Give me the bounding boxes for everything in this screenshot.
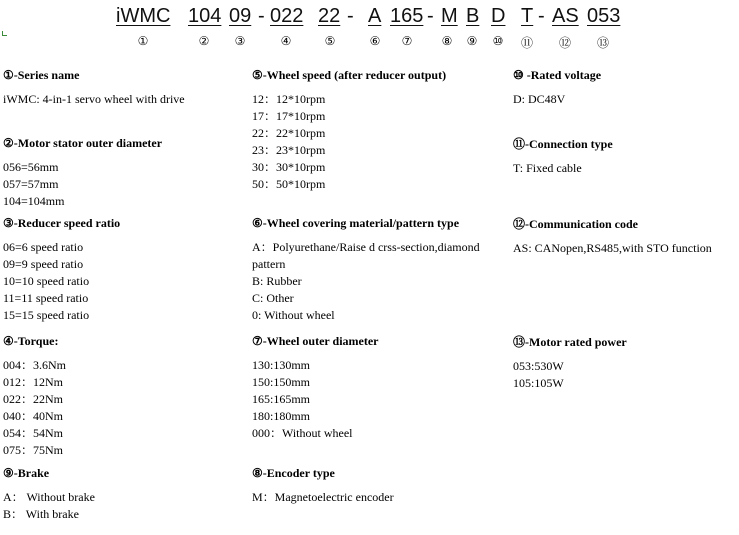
option-line: 0: Without wheel [252,308,335,322]
option-line: 09=9 speed ratio [3,257,84,271]
code-dash: - [538,5,545,27]
code-dash: - [258,5,265,27]
option-line: T: Fixed cable [513,161,582,175]
marker: ⑪ [520,36,534,50]
marker: ⑫ [558,36,572,50]
option-line: AS: CANopen,RS485,with STO function [513,241,712,255]
section-title: ②-Motor stator outer diameter [3,136,163,150]
marker: ⑩ [492,34,504,48]
section-communication-code [513,216,712,257]
option-line: M：Magnetoelectric encoder [252,490,394,504]
option-line: 50：50*10rpm [252,177,326,191]
marker: ⑧ [441,34,453,48]
code-communication: AS [552,5,579,27]
marker: ③ [234,34,246,48]
code-ratio: 09 [229,5,252,27]
marker: ⑤ [324,34,336,48]
code-voltage: D [491,5,506,27]
marker: ④ [280,34,292,48]
option-line: 23：23*10rpm [252,143,326,157]
option-line: iWMC: 4-in-1 servo wheel with drive [3,92,185,106]
option-line: 15=15 speed ratio [3,308,90,322]
option-line: 165:165mm [252,392,311,406]
section-wheel-speed [252,67,446,193]
option-line: 180:180mm [252,409,311,423]
section-title: ⑥-Wheel covering material/pattern type [252,216,460,230]
section-brake [3,465,95,523]
option-line: 11=11 speed ratio [3,291,89,305]
section-torque [3,333,66,459]
marker: ② [198,34,210,48]
marker: ① [137,34,149,48]
section-series-name [3,67,185,108]
option-line: B: Rubber [252,274,302,288]
section-wheel-material [252,215,480,324]
section-title: ⑤-Wheel speed (after reducer output) [252,68,447,82]
option-line: A：Polyurethane/Raise d crss-section,diamond [252,240,480,254]
section-title: ④-Torque: [3,334,59,348]
code-stator: 104 [188,5,222,27]
code-material: A [368,5,382,27]
code-dash: - [427,5,434,27]
section-title: ①-Series name [3,68,80,82]
option-line: 150:150mm [252,375,311,389]
section-title: ⑦-Wheel outer diameter [252,334,379,348]
marker: ⑨ [466,34,478,48]
option-line: 075：75Nm [3,443,64,457]
option-line: 022：22Nm [3,392,64,406]
corner-mark [2,31,7,36]
option-line: 012：12Nm [3,375,64,389]
option-line: 06=6 speed ratio [3,240,84,254]
code-connection: T [521,5,534,27]
code-speed: 22 [318,5,341,27]
marker: ⑥ [369,34,381,48]
option-line: 30：30*10rpm [252,160,326,174]
section-connection-type [513,136,613,177]
section-encoder [252,465,394,506]
option-line: 105:105W [513,376,564,390]
option-line: A： Without brake [3,490,95,504]
section-title: ⑪-Connection type [513,137,613,151]
code-power: 053 [587,5,621,27]
option-line: B： With brake [3,507,79,521]
option-line: 054：54Nm [3,426,64,440]
option-line: C: Other [252,291,294,305]
code-torque: 022 [270,5,304,27]
code-diameter: 165 [390,5,424,27]
option-line: pattern [252,257,286,271]
option-line: 104=104mm [3,194,65,208]
code-encoder: M [441,5,458,27]
code-brake: B [466,5,480,27]
section-stator-diameter [3,135,162,210]
option-line: 130:130mm [252,358,311,372]
section-title: ⑧-Encoder type [252,466,335,480]
option-line: 057=57mm [3,177,59,191]
option-line: 000：Without wheel [252,426,353,440]
code-series: iWMC [116,5,171,27]
section-title: ③-Reducer speed ratio [3,216,121,230]
section-reducer-ratio [3,215,120,324]
section-title: ⑫-Communication code [513,217,638,231]
section-wheel-diameter [252,333,379,442]
section-motor-power [513,334,627,392]
option-line: 12：12*10rpm [252,92,326,106]
option-line: 040：40Nm [3,409,64,423]
section-title: ⑬-Motor rated power [513,335,627,349]
section-title: ⑨-Brake [3,466,50,480]
marker: ⑦ [401,34,413,48]
option-line: 22：22*10rpm [252,126,326,140]
option-line: 053:530W [513,359,564,373]
section-title: ⑩ -Rated voltage [513,68,602,82]
marker: ⑬ [596,36,610,50]
option-line: 10=10 speed ratio [3,274,90,288]
code-dash: - [347,5,354,27]
option-line: 004：3.6Nm [3,358,67,372]
option-line: 17：17*10rpm [252,109,326,123]
option-line: D: DC48V [513,92,566,106]
option-line: 056=56mm [3,160,59,174]
section-rated-voltage [513,67,601,108]
